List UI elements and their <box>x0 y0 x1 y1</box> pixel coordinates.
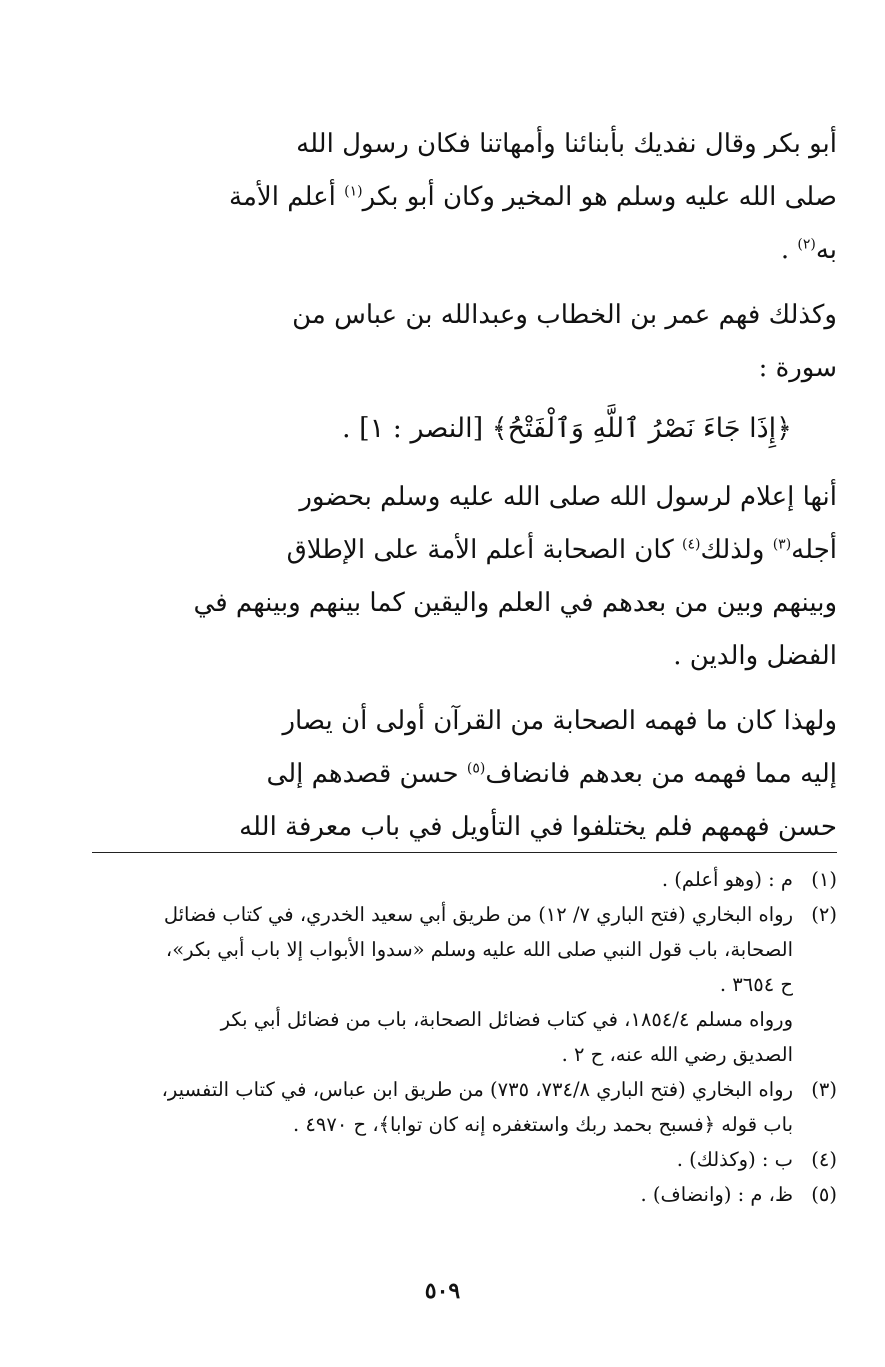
footnote-ref: (٥) <box>466 760 486 777</box>
text-line: إليه مما فهمه من بعدهم فانضاف$^{(٥)}$ حسن قصدهم إلى <box>266 759 837 789</box>
footnote-line: رواه البخاري (فتح الباري ٧٣٤/٨، ٧٣٥) من طريق ابن عباس، في كتاب التفسير، <box>161 1078 793 1101</box>
text-line: سورة : <box>758 353 837 383</box>
footnote-ref: (٢) <box>797 236 816 253</box>
footnote-number: (٥) <box>811 1183 837 1206</box>
footnote-number: (٣) <box>811 1078 837 1101</box>
verse-reference: [النصر : ١] . <box>341 413 484 444</box>
footnote-line: رواه البخاري (فتح الباري ٧/ ١٢) من طريق أبي سعيد الخدري، في كتاب فضائل <box>163 903 793 926</box>
footnote-line: باب قوله ﴿فسبح بحمد ربك واستغفره إنه كان توابا﴾، ح ٤٩٧٠ . <box>293 1113 793 1136</box>
footnote-number: (١) <box>811 868 837 891</box>
footnote <box>42 1142 837 1177</box>
footnote <box>42 1177 837 1212</box>
footnote-line: ظ، م : (وانضاف) . <box>640 1183 793 1206</box>
footnote-line: ب : (وكذلك) . <box>676 1148 793 1171</box>
footnote-ref: (٣) <box>772 536 792 553</box>
main-text <box>193 118 837 854</box>
footnote-line: الصديق رضي الله عنه، ح ٢ . <box>561 1043 793 1066</box>
text-line: حسن فهمهم فلم يختلفوا في التأويل في باب معرفة الله <box>239 812 837 842</box>
footnote-ref: (٤) <box>681 536 701 553</box>
footnote <box>42 1072 837 1142</box>
footnote-line: ورواه مسلم ١٨٥٤/٤، في كتاب فضائل الصحابة، باب من فضائل أبي بكر <box>220 1008 793 1031</box>
verse-text: ﴿إِذَا جَاءَ نَصْرُ ٱللَّهِ وَٱلْفَتْحُ﴾ <box>491 413 792 444</box>
footnote-line: م : (وهو أعلم) . <box>661 868 793 891</box>
text-line: الفضل والدين . <box>673 641 837 671</box>
footnote-line: ح ٣٦٥٤ . <box>719 973 793 996</box>
footnote-ref: (١) <box>344 183 363 200</box>
text-line: وبينهم وبين من بعدهم في العلم واليقين كما بينهم وبينهم في <box>193 588 837 618</box>
footnote <box>42 862 837 897</box>
footnote <box>42 897 837 1072</box>
text-line: ولهذا كان ما فهمه الصحابة من القرآن أولى أن يصار <box>282 706 837 736</box>
footnote-line: الصحابة، باب قول النبي صلى الله عليه وسلم «سدوا الأبواب إلا باب أبي بكر»، <box>165 938 793 961</box>
footnotes <box>42 862 837 1212</box>
text-line: أنها إعلام لرسول الله صلى الله عليه وسلم بحضور <box>299 482 837 512</box>
text-line: به$^{(٢)}$ . <box>780 235 837 265</box>
page-number: ٥٠٩ <box>424 1278 461 1304</box>
quran-verse <box>252 399 837 459</box>
text-line: أجله$^{(٣)}$ ولذلك$^{(٤)}$ كان الصحابة أعلم الأمة على الإطلاق <box>286 535 837 565</box>
text-line: وكذلك فهم عمر بن الخطاب وعبدالله بن عباس من <box>292 300 837 330</box>
footnote-number: (٤) <box>811 1148 837 1171</box>
footnote-number: (٢) <box>811 903 837 926</box>
footnote-divider <box>92 852 837 853</box>
text-line: أبو بكر وقال نفديك بأبنائنا وأمهاتنا فكان رسول الله <box>296 129 837 159</box>
text-line: صلى الله عليه وسلم هو المخير وكان أبو بكر$^{(١)}$ أعلم الأمة <box>229 182 837 212</box>
